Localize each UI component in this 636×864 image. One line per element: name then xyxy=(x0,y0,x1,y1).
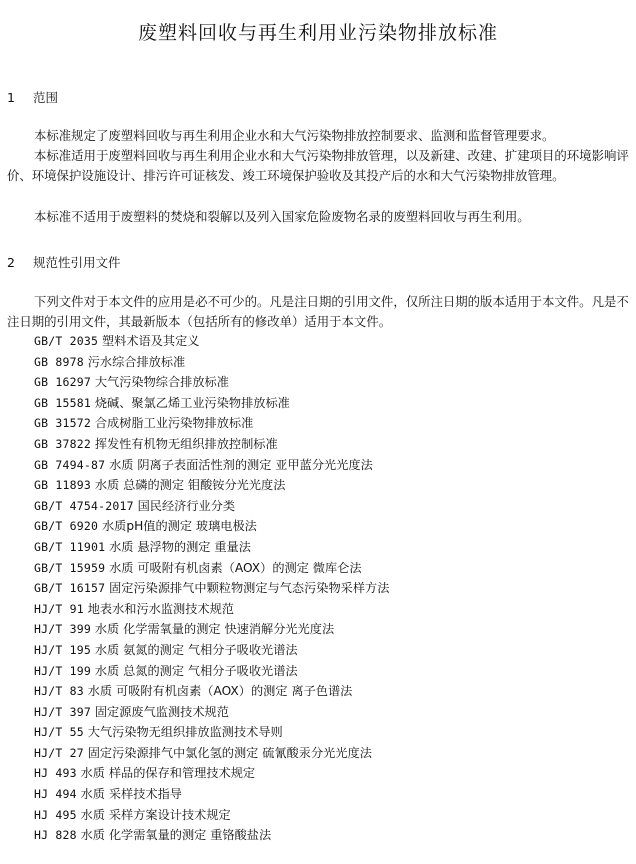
reference-item xyxy=(34,784,634,805)
reference-code: GB/T 2035 xyxy=(34,334,99,348)
reference-item xyxy=(34,578,634,599)
reference-item xyxy=(34,331,634,352)
reference-title: 水质pH值的测定 玻璃电极法 xyxy=(102,519,257,534)
reference-item xyxy=(34,434,634,455)
reference-title: 水质 化学需氧量的测定 重铬酸盐法 xyxy=(80,828,272,843)
reference-code: GB 16297 xyxy=(34,375,91,390)
reference-code: HJ/T 83 xyxy=(34,684,84,699)
section-2-paragraph-1: 下列文件对于本文件的应用是必不可少的。凡是注日期的引用文件，仅所注日期的版本适用于本文件。凡是不注日期的引用文件，其最新版本（包括所有的修改单）适用于本文件。 xyxy=(7,294,629,329)
reference-item xyxy=(34,372,634,393)
reference-title: 烧碱、聚氯乙烯工业污染物排放标准 xyxy=(94,395,290,410)
reference-item xyxy=(34,681,634,702)
reference-title: 塑料术语及其定义 xyxy=(102,334,200,348)
reference-code: HJ/T 397 xyxy=(34,704,91,719)
reference-item xyxy=(34,516,634,537)
section-1-paragraph-2: 本标准适用于废塑料回收与再生利用企业水和大气污染物排放管理，以及新建、改建、扩建项目的环境影响评价、环境保护设施设计、排污许可证核发、竣工环境保护验收及其投产后的水和大气污染物排放管理。 xyxy=(7,148,629,183)
reference-code: HJ 494 xyxy=(34,787,77,802)
reference-title: 水质 悬浮物的测定 重量法 xyxy=(109,539,251,554)
reference-code: GB/T 15959 xyxy=(34,560,106,575)
reference-title: 挥发性有机物无组织排放控制标准 xyxy=(94,436,278,451)
reference-item xyxy=(34,702,634,723)
reference-code: HJ/T 399 xyxy=(34,622,91,637)
document-title: 废塑料回收与再生利用业污染物排放标准 xyxy=(137,22,498,44)
reference-code: GB/T 4754-2017 xyxy=(34,498,134,513)
reference-item xyxy=(34,805,634,826)
reference-title: 固定源废气监测技术规范 xyxy=(94,704,229,719)
reference-code: HJ/T 91 xyxy=(34,601,84,616)
section-1-paragraph-3: 本标准不适用于废塑料的焚烧和裂解以及列入国家危险废物名录的废塑料回收与再生利用。 xyxy=(34,209,530,224)
reference-code: GB 8978 xyxy=(34,354,84,369)
reference-title: 水质 总氮的测定 气相分子吸收光谱法 xyxy=(94,663,298,678)
reference-code: HJ 495 xyxy=(34,807,77,822)
reference-item xyxy=(34,743,634,764)
reference-code: HJ/T 199 xyxy=(34,663,91,678)
reference-item xyxy=(34,661,634,682)
reference-item xyxy=(34,496,634,517)
reference-title: 大气污染物综合排放标准 xyxy=(94,375,229,390)
reference-item xyxy=(34,722,634,743)
reference-item xyxy=(34,393,634,414)
reference-item xyxy=(34,763,634,784)
section-1-title: 范围 xyxy=(32,90,58,105)
section-1-heading xyxy=(7,88,58,106)
reference-item xyxy=(34,455,634,476)
reference-title: 地表水和污水监测技术规范 xyxy=(87,601,234,616)
reference-code: HJ/T 195 xyxy=(34,642,91,657)
reference-title: 水质 氨氮的测定 气相分子吸收光谱法 xyxy=(94,642,298,657)
reference-code: HJ/T 55 xyxy=(34,725,84,740)
reference-title: 水质 样品的保存和管理技术规定 xyxy=(80,766,256,781)
reference-title: 水质 采样方案设计技术规定 xyxy=(80,807,231,822)
reference-title: 固定污染源排气中颗粒物测定与气态污染物采样方法 xyxy=(109,581,390,596)
reference-code: GB/T 6920 xyxy=(34,519,99,534)
reference-title: 国民经济行业分类 xyxy=(137,498,236,513)
reference-code: HJ 493 xyxy=(34,766,77,781)
reference-code: HJ 828 xyxy=(34,828,77,843)
reference-code: GB 31572 xyxy=(34,416,91,431)
reference-item xyxy=(34,413,634,434)
section-2-heading xyxy=(7,253,121,271)
reference-item xyxy=(34,475,634,496)
reference-title: 水质 可吸附有机卤素（AOX）的测定 微库仑法 xyxy=(109,560,362,575)
reference-code: GB/T 16157 xyxy=(34,581,106,596)
reference-list xyxy=(34,331,634,846)
reference-title: 水质 总磷的测定 钼酸铵分光光度法 xyxy=(94,478,286,493)
reference-code: GB/T 11901 xyxy=(34,539,106,554)
reference-code: GB 37822 xyxy=(34,436,91,451)
reference-title: 水质 采样技术指导 xyxy=(80,787,182,802)
reference-title: 合成树脂工业污染物排放标准 xyxy=(94,416,254,431)
reference-title: 水质 阴离子表面活性剂的测定 亚甲蓝分光光度法 xyxy=(109,457,373,472)
section-2-title: 规范性引用文件 xyxy=(32,255,121,270)
reference-item xyxy=(34,619,634,640)
section-1-number: 1 xyxy=(7,90,15,105)
reference-title: 水质 化学需氧量的测定 快速消解分光光度法 xyxy=(94,622,335,637)
reference-item xyxy=(34,558,634,579)
reference-item xyxy=(34,640,634,661)
reference-item xyxy=(34,599,634,620)
reference-item xyxy=(34,352,634,373)
reference-item xyxy=(34,537,634,558)
section-2-number: 2 xyxy=(7,255,15,270)
reference-title: 固定污染源排气中氯化氢的测定 硫氰酸汞分光光度法 xyxy=(87,745,372,760)
reference-code: HJ/T 27 xyxy=(34,745,84,760)
reference-item xyxy=(34,825,634,846)
reference-title: 污水综合排放标准 xyxy=(87,354,186,369)
reference-code: GB 11893 xyxy=(34,478,91,493)
reference-code: GB 15581 xyxy=(34,395,91,410)
section-1-paragraph-1: 本标准规定了废塑料回收与再生利用企业水和大气污染物排放控制要求、监测和监督管理要求。 xyxy=(34,128,555,143)
reference-code: GB 7494-87 xyxy=(34,457,106,472)
reference-title: 水质 可吸附有机卤素（AOX）的测定 离子色谱法 xyxy=(87,684,353,699)
reference-title: 大气污染物无组织排放监测技术导则 xyxy=(87,725,283,740)
